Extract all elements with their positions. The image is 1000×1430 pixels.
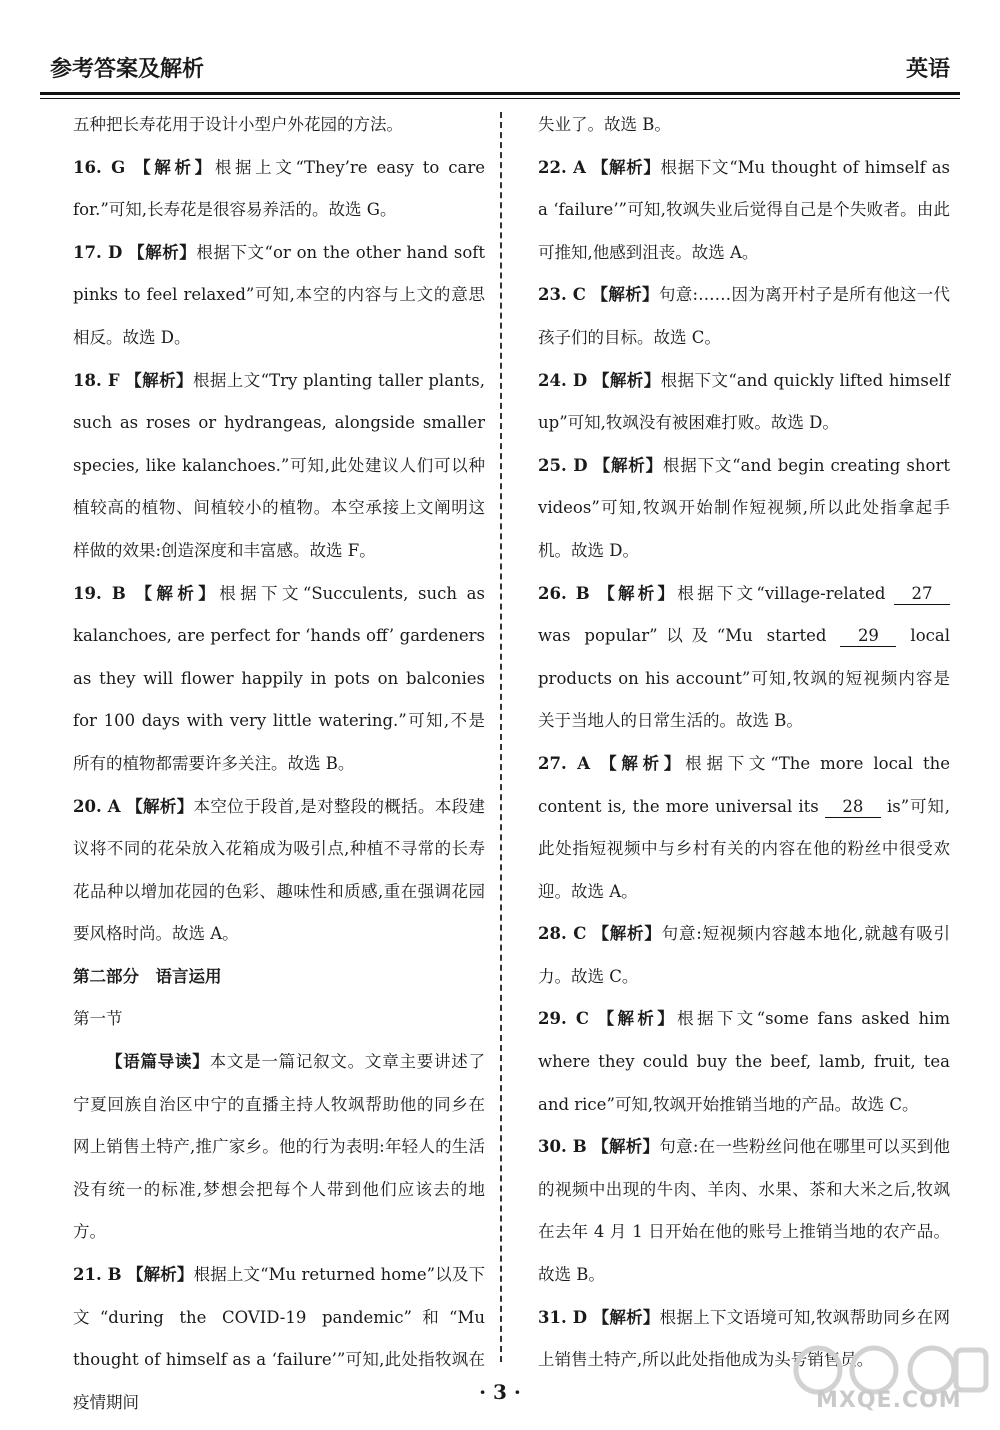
guide-text: 本文是一篇记叙文。文章主要讲述了宁夏回族自治区中宁的直播主持人牧飒帮助他的同乡在网上销售土特产,推广家乡。他的行为表明:年轻人的生活没有统一的标准,梦想会把每个人带到他们应该去的地方。 [73,1052,486,1242]
answer-number: 22. A [538,157,586,177]
analysis-tag: 【解析】 [592,370,661,390]
answer-17 [73,232,485,360]
page-number: · 3 · [479,1380,521,1404]
answer-text: 根据上文“They’re easy to care for.”可知,长寿花是很容易养活的。故选 G。 [73,157,485,220]
answer-text: 根据上文“Mu returned home”以及下文“during the COVID-19 pandemic”和“Mu thought of himself as a ‘failure’”可知,此处指牧飒在疫情期间 [73,1265,486,1412]
answer-text: 句意:短视频内容越本地化,就越有吸引力。故选 C。 [538,924,951,986]
answer-number: 30. B [538,1137,587,1157]
answer-number: 18. F [73,370,120,390]
answer-18 [73,360,485,573]
answer-text: 根据下文“some fans asked him where they could buy the beef, lamb, fruit, tea and rice”可知,牧飒开始推销当地的产品。故选 C。 [538,1009,951,1114]
analysis-tag: 【解析】 [126,1265,194,1285]
analysis-tag: 【解析】 [126,796,194,816]
analysis-tag: 【解析】 [592,1137,660,1157]
answer-text: 根据下文“The more local the content is, the more universal its [538,753,950,816]
analysis-tag: 【解析】 [597,1009,678,1029]
answer-text: 本空位于段首,是对整段的概括。本段建议将不同的花朵放入花箱成为吸引点,种植不寻常的长寿花品种以增加花园的色彩、趣味性和质感,重在强调花园要风格时尚。故选 A。 [73,796,486,944]
answer-text: 句意:……因为离开村子是所有他这一代孩子们的目标。故选 C。 [538,285,951,347]
answer-number: 31. D [538,1307,588,1327]
answer-23 [538,274,950,359]
analysis-tag: 【解析】 [598,583,678,603]
analysis-tag: 【解析】 [134,157,215,177]
answer-text: local products on his account”可知,牧飒的短视频内容是关于当地人的日常生活的。故选 B。 [538,626,950,731]
answer-number: 25. D [538,455,588,475]
answer-text: 根据下文“or on the other hand soft pinks to feel relaxed”可知,本空的内容与上文的意思相反。故选 D。 [73,242,486,347]
answer-text: was popular”以及“Mu started [538,626,827,646]
answer-text: is”可知,此处指短视频中与乡村有关的内容在他的粉丝中很受欢迎。故选 A。 [538,796,951,901]
answer-28 [538,913,950,998]
answer-29 [538,998,950,1126]
answer-number: 20. A [73,796,121,816]
answer-text: 根据下文“and begin creating short videos”可知,牧飒开始制作短视频,所以此处指拿起手机。故选 D。 [538,455,950,560]
blank-28: 28 [825,797,881,818]
answer-24 [538,360,950,445]
analysis-tag: 【解析】 [128,242,197,262]
analysis-tag: 【解析】 [591,157,661,177]
answer-27 [538,743,950,913]
analysis-tag: 【解析】 [135,583,220,603]
answer-text: 根据下文“Mu thought of himself as a ‘failure’”可知,牧飒失业后觉得自己是个失败者。由此可推知,他感到沮丧。故选 A。 [538,157,950,262]
answer-16 [73,147,485,232]
column-divider [500,112,502,1362]
analysis-tag: 【解析】 [592,1307,660,1327]
answer-30 [538,1126,950,1296]
section-heading: 第一节 [73,1009,123,1029]
header-subject: 英语 [905,57,950,82]
answer-number: 16. G [73,157,126,177]
header-rule-thick [40,92,960,95]
watermark-text: MXQE.COM [816,1388,962,1413]
answer-number: 23. C [538,285,586,305]
answer-number: 26. B [538,583,590,603]
passage-guide [73,1041,485,1254]
answer-19 [73,573,485,786]
intro-line: 五种把长寿花用于设计小型户外花园的方法。 [73,115,403,134]
answer-text: 根据上文“Try planting taller plants, such as roses or hydrangeas, alongside smaller species, like kalanchoes.”可知,此处建议人们可以种植较高的植物、间植较小的植物。本空承接上文阐明这样做的效果:创造深度和丰富感。故选 F。 [73,370,486,560]
analysis-tag: 【解析】 [600,753,686,773]
analysis-tag: 【解析】 [593,455,663,475]
header-title: 参考答案及解析 [50,57,205,82]
answer-number: 28. C [538,924,587,944]
blank-29: 29 [840,626,896,647]
page-header [50,52,950,86]
answer-text: 根据下文“Succulents, such as kalanchoes, are perfect for ‘hands off’ gardeners as they will flower happily in pots on balconies for 100 days with very little watering.”可知,不是所有的植物都需要许多关注。故选 B。 [73,583,485,773]
answer-number: 21. B [73,1265,122,1285]
analysis-tag: 【解析】 [592,924,662,944]
right-column [538,104,950,1382]
answer-text: 根据下文“village-related [677,583,886,603]
left-column [73,104,485,1424]
part-heading: 第二部分 语言运用 [73,966,222,986]
header-rule-thin [40,98,960,99]
answer-text: 根据上下文语境可知,牧飒帮助同乡在网上销售土特产,所以此处指他成为头号销售员。 [538,1307,951,1370]
answer-number: 27. A [538,753,591,773]
answer-number: 24. D [538,370,588,390]
answer-number: 17. D [73,242,123,262]
analysis-tag: 【解析】 [591,285,659,305]
answer-text: 根据下文“and quickly lifted himself up”可知,牧飒没有被困难打败。故选 D。 [538,370,950,433]
analysis-tag: 【解析】 [125,370,193,390]
guide-tag: 【语篇导读】 [106,1052,210,1072]
answer-20 [73,786,485,956]
answer-26 [538,573,950,743]
answer-25 [538,445,950,573]
answer-text: 句意:在一些粉丝问他在哪里可以买到他的视频中出现的牛肉、羊肉、水果、茶和大米之后,牧飒在去年 4 月 1 日开始在他的账号上推销当地的农产品。故选 B。 [538,1137,950,1285]
answer-22 [538,147,950,275]
answer-number: 29. C [538,1009,589,1029]
answer-21-continued: 失业了。故选 B。 [538,115,671,134]
blank-27: 27 [894,584,950,605]
answer-number: 19. B [73,583,126,603]
